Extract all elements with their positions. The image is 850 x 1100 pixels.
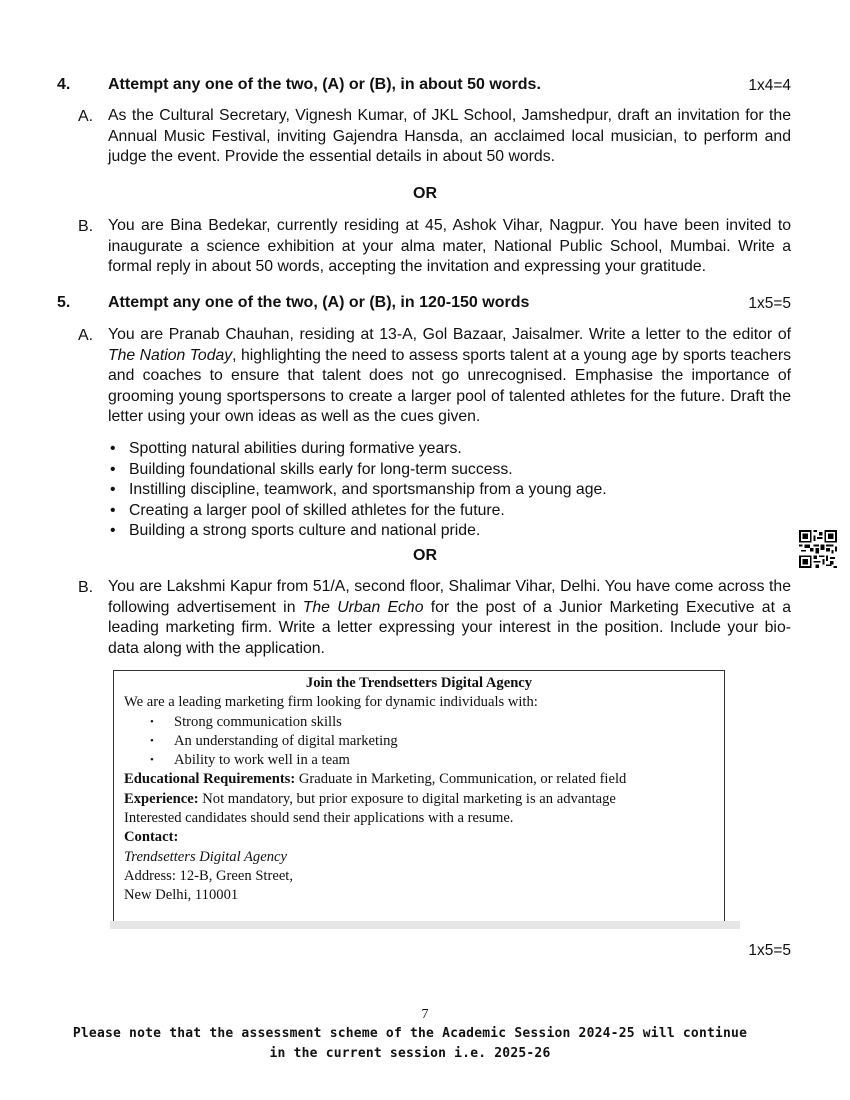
q5-marks: 1x5=5 — [748, 295, 791, 312]
q5-number: 5. — [57, 294, 71, 311]
ad-experience: Experience: Not mandatory, but prior exposure to digital marketing is an advantage — [124, 790, 616, 807]
bullet-icon: • — [110, 481, 116, 498]
qr-code-icon — [799, 530, 837, 568]
ad-address-line-1: Address: 12-B, Green Street, — [124, 867, 294, 884]
q5-a-text-part1: You are Pranab Chauhan, residing at 13-A, Gol Bazaar, Jaisalmer. Write a letter to the editor of — [108, 326, 791, 343]
ad-skill-item: • An understanding of digital marketing — [124, 732, 724, 751]
q5-or: OR — [413, 547, 437, 564]
ad-contact-label: Contact: — [124, 829, 179, 846]
cue-item: • Spotting natural abilities during formative years. — [108, 439, 791, 460]
ad-education-label: Educational Requirements: — [124, 771, 296, 788]
q4-a-label: A. — [78, 108, 94, 125]
q4-marks: 1x4=4 — [748, 77, 791, 94]
ad-title: Join the Trendsetters Digital Agency — [305, 675, 533, 691]
ad-education: Educational Requirements: Graduate in Marketing, Communication, or related field — [124, 771, 627, 788]
q4-a-text: As the Cultural Secretary, Vignesh Kumar, of JKL School, Jamshedpur, draft an invitation for the Annual Music Festival, inviting Gajendra Hansda, an acclaimed local musician, to perform and judge the event. Provide the essential details in about 50 words. — [108, 107, 791, 165]
ad-experience-label: Experience: — [124, 790, 199, 807]
cue-item: • Building a strong sports culture and national pride. — [108, 521, 791, 542]
q4-b-text: You are Bina Bedekar, currently residing at 45, Ashok Vihar, Nagpur. You have been invited to inaugurate a science exhibition at your alma mater, National Public School, Mumbai. Write a formal reply in about 50 words, accepting the invitation and expressing your gratitude. — [108, 217, 791, 275]
cue-item: • Building foundational skills early for long-term success. — [108, 460, 791, 481]
footer-note-line-1: Please note that the assessment scheme of the Academic Session 2024-25 will continue — [72, 1026, 748, 1041]
bullet-icon: • — [150, 754, 154, 767]
q5-b-text-part1: You are Lakshmi Kapur from 51/A, second floor, Shalimar Vihar, Delhi. You have come across the following advertisement in — [108, 578, 791, 616]
q5-b-label: B. — [78, 579, 94, 596]
ad-address-line-2: New Delhi, 110001 — [124, 887, 239, 904]
q5-heading: Attempt any one of the two, (A) or (B), in 120-150 words — [108, 294, 530, 311]
bullet-icon: • — [110, 460, 116, 478]
cue-item: • Instilling discipline, teamwork, and sportsmanship from a young age. — [108, 480, 791, 501]
advertisement-box — [113, 670, 725, 921]
q5-a-label: A. — [78, 327, 94, 344]
q4-or: OR — [413, 185, 437, 202]
ad-agency-name: Trendsetters Digital Agency — [124, 848, 287, 865]
bullet-icon: • — [150, 734, 154, 747]
cue-item: • Creating a larger pool of skilled athletes for the future. — [108, 501, 791, 522]
q4-b-label: B. — [78, 218, 94, 235]
q4-number: 4. — [57, 76, 71, 93]
q5-b-marks: 1x5=5 — [748, 942, 791, 959]
ad-apply-text: Interested candidates should send their applications with a resume. — [124, 810, 514, 827]
bullet-icon: • — [150, 715, 154, 728]
newspaper-name: The Nation Today — [108, 346, 233, 364]
cues-list — [108, 439, 791, 542]
q5-a-text — [108, 325, 791, 428]
q5-a-text-part2: , highlighting the need to assess sports talent at a young age by sports teachers and coaches to ensure that talent does not go unrecognised. Emphasise the importance of grooming young sportspersons to create a larger pool of talented athletes for the future. Draft the letter using your own ideas as well as the cues given. — [108, 346, 791, 425]
bullet-icon: • — [110, 501, 116, 519]
bullet-icon: • — [110, 440, 116, 457]
ad-skill-item: • Strong communication skills — [124, 713, 724, 732]
q5-b-text-part2: for the post of a Junior Marketing Executive at a leading marketing firm. Write a letter expressing your interest in the position. Include your bio-data along with the application. — [108, 598, 791, 657]
ad-skills-list — [124, 713, 724, 771]
page-number: 7 — [421, 1007, 429, 1022]
ad-box-shadow — [110, 921, 740, 929]
q5-b-text — [108, 577, 791, 659]
bullet-icon: • — [110, 522, 116, 539]
ad-intro: We are a leading marketing firm looking for dynamic individuals with: — [124, 694, 538, 711]
footer-note-line-2: in the current session i.e. 2025-26 — [269, 1046, 551, 1061]
ad-skill-item: • Ability to work well in a team — [124, 751, 724, 770]
newspaper-name: The Urban Echo — [302, 598, 424, 616]
q4-heading: Attempt any one of the two, (A) or (B), in about 50 words. — [108, 76, 541, 93]
